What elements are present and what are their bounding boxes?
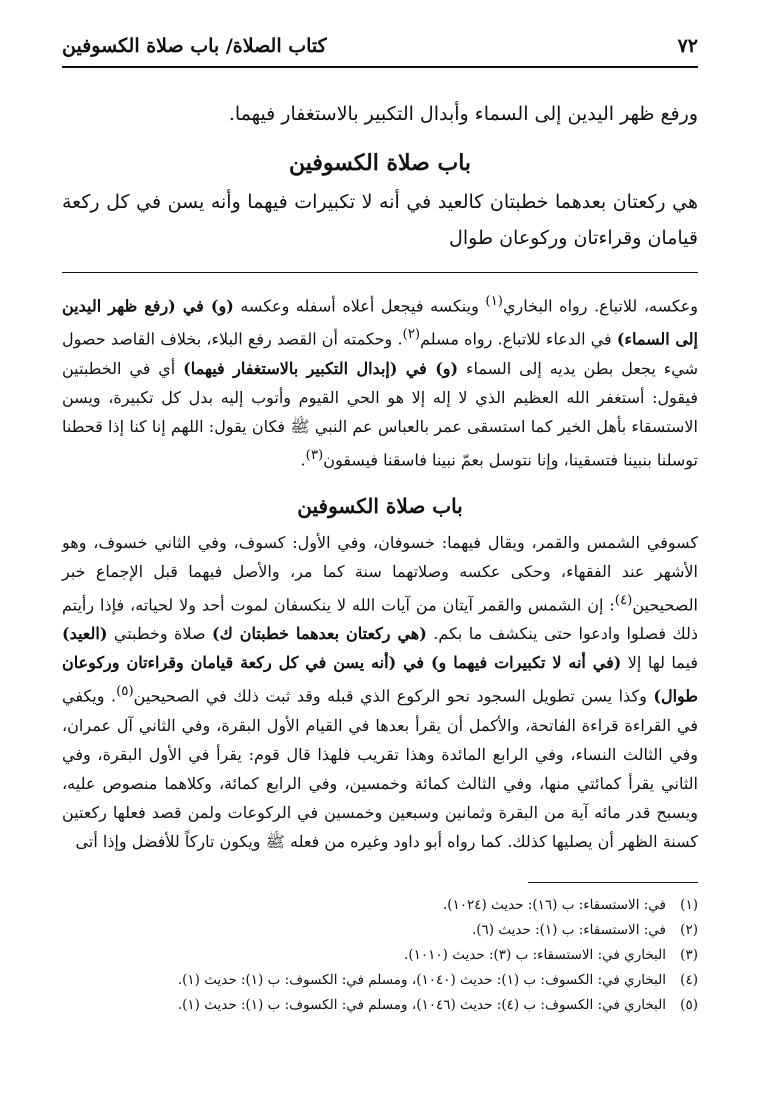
footnote-ref: (٢) [402,327,421,343]
text-run: . [300,449,306,469]
quoted-matn: (هي ركعتان بعدهما خطبتان ك) [212,624,427,644]
footnote [62,918,698,943]
page-number: ٧٢ [677,35,698,57]
text-run: . ويكفي في القراءة قراءة الفاتحة، والأكمل أن يقرأ بعدها في القيام الأول البقرة، وفي الثاني آل عمران، وفي الثالث النساء، وفي الرابع المائدة وهذا تقريب فلهذا قال قوم: يقرأ في الأول البقرة، وفي الثاني يقرأ كمائتي منها، وفي الثالث كمائة وخمسين، وفي الرابع كمائة، وكلاهما منصوص عليه، ويسبح قدر مائه آية من البقرة وثمانين وسبعين وخمسين في الركوعات ولمن قصد فعلها ركعتين كسنة الظهر أن يصليها كذلك. كما رواه أبو داود وغيره من فعله ﷺ ويكون تاركاً للأفضل وإذا أتى [62,686,699,851]
commentary [62,287,698,856]
footnote-text: البخاري في: الاستسقاء: ب (٣): حديث (١٠١٠). [404,946,666,963]
page-header [62,30,698,62]
footnote-number: (٣) [680,946,698,963]
text-run: . وحكمته أن القصد رفع البلاء، بخلاف القاصد حصول شيء يجعل بطن يديه إلى السماء [62,329,699,378]
commentary-paragraph-2 [62,528,698,856]
quoted-matn: (و) في (رفع ظهر اليدين إلى السماء) [62,296,698,349]
matn-divider [62,272,698,273]
footnote-number: (٤) [680,971,698,988]
running-title: كتاب الصلاة/ باب صلاة الكسوفين [62,35,327,57]
footnote-ref: (٥) [116,684,134,700]
footnote-divider [528,882,698,883]
footnote [62,993,698,1018]
footnote-ref: (٣) [305,447,324,463]
footnote [62,893,698,918]
matn-chapter-text: هي ركعتان بعدهما خطبتان كالعيد في أنه لا تكبيرات فيهما وأنه يسن في كل ركعة قيامان وقراءتان وركوعان طوال [62,191,698,249]
footnote-number: (٥) [680,996,698,1013]
quoted-matn: (في أنه لا تكبيرات فيهما و) في (أنه يسن في كل ركعة قيامان وقراءتان وركوعان طوال) [62,653,699,706]
footnotes [62,893,698,1018]
footnote [62,943,698,968]
footnote [62,968,698,993]
matn-intro: ورفع ظهر اليدين إلى السماء وأبدال التكبير بالاستغفار فيهما. [228,103,698,125]
footnote-number: (١) [680,896,698,913]
footnote-ref: (١) [485,294,503,309]
footnote-text: البخاري في: الكسوف: ب (١): حديث (١٠٤٠)، ومسلم في: الكسوف: ب (١): حديث (١). [177,971,666,988]
text-run: أي في الخطبتين فيقول: أستغفر الله العظيم الذي لا إله إلا هو الحي القيوم وأتوب إليه بدل كل تكبيرة، ويسن الاستسقاء بأهل الخير كما استسقى عمر بالعباس عم النبي ﷺ فكان يقول: اللهم إنا كنا إذا قحطنا توسلنا بنبينا فتسقينا، وإنا نتوسل بعمّ نبينا فاسقنا فيسقون [62,358,698,469]
footnote-text: البخاري في: الكسوف: ب (٤): حديث (١٠٤٦)، ومسلم في: الكسوف: ب (١): حديث (١). [177,996,666,1013]
footnote-ref: (٤) [614,592,633,608]
text-run: وينكسه فيجعل أعلاه أسفله وعكسه [233,296,486,316]
text-run: كسوفي الشمس والقمر، ويقال فيهما: خسوفان، وفي الأول: كسوف، وفي الثاني خسوف، وهو الأشهر عند الفقهاء، وحكى عكسه وصلاتهما سنة كما مر، والأصل فيهما قبل الإجماع خبر الصحيحين [62,532,698,615]
header-rule [62,66,698,68]
quoted-matn: (و) في (إبدال التكبير بالاستغفار فيهما) [183,358,459,378]
text-run: : إن الشمس والقمر آيتان من آيات الله لا ينكسفان لموت أحد ولا لحياته، فإذا رأيتم ذلك فصلوا وادعوا حتى ينكشف ما بكم. [62,595,699,644]
quoted-matn: (العيد) [62,624,108,644]
text-run: في الدعاء للاتباع. رواه مسلم [420,329,617,349]
footnote-text: في: الاستسقاء: ب (١): حديث (٦). [471,921,666,938]
text-run: وعكسه، للاتباع. رواه البخاري [502,296,698,316]
text-run: وكذا يسن تطويل السجود نحو الركوع الذي قبله وقد ثبت ذلك في الصحيحين [133,686,654,706]
footnote-number: (٢) [680,921,698,938]
text-run: صلاة وخطبتي [107,624,213,644]
commentary-paragraph-1 [62,287,698,474]
commentary-chapter-title: باب صلاة الكسوفين [297,493,463,518]
main-text [62,96,698,256]
matn-chapter-title: باب صلاة الكسوفين [288,150,472,176]
footnote-text: في: الاستسقاء: ب (١٦): حديث (١٠٢٤). [442,896,666,913]
text-run: فيما لها إلا [621,653,698,673]
